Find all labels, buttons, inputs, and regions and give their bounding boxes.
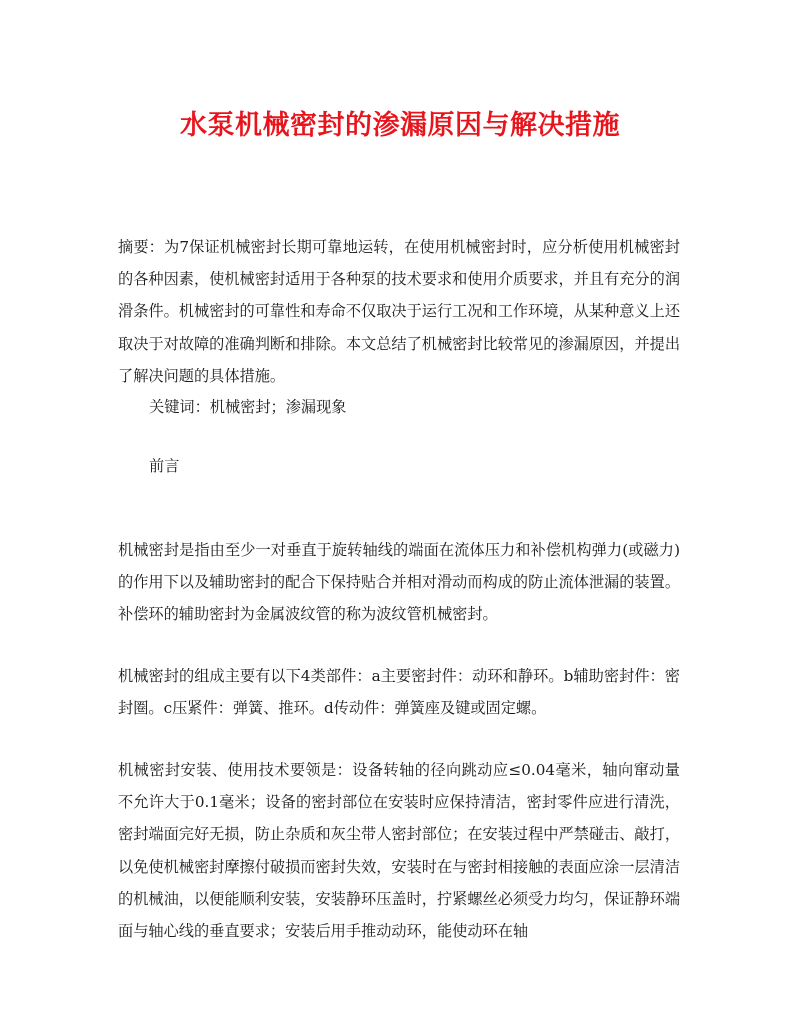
- preface-heading: 前言: [149, 457, 180, 475]
- abstract-paragraph: 摘要：为7保证机械密封长期可靠地运转，在使用机械密封时，应分析使用机械密封的各种因素，使机械密封适用于各种泵的技术要求和使用介质要求，并且有充分的润滑条件。机械密封的可靠性和寿命不仅取决于运行工况和工作环境，从某种意义上还取决于对故障的准确判断和排除。本文总结了机械密封比较常见的渗漏原因，并提出了解决问题的具体措施。: [118, 238, 680, 385]
- body-paragraph: 机械密封安装、使用技术要领是：设备转轴的径向跳动应≤0.04毫米，轴向窜动量不允许大于0.1毫米；设备的密封部位在安装时应保持清洁，密封零件应进行清洗，密封端面完好无损，防止杂质和灰尘带人密封部位；在安装过程中严禁碰击、敲打，以免使机械密封摩擦付破损而密封失效，安装时在与密封相接触的表面应涂一层清洁的机械油，以便能顺利安装，安装静环压盖时，拧紧螺丝必须受力均匀，保证静环端面与轴心线的垂直要求；安装后用手推动动环，能使动环在轴: [118, 761, 680, 941]
- document-title: 水泵机械密封的渗漏原因与解决措施: [180, 110, 620, 141]
- keywords-line: 关键词：机械密封；渗漏现象: [149, 398, 347, 416]
- body-paragraph: 机械密封是指由至少一对垂直于旋转轴线的端面在流体压力和补偿机构弹力(或磁力)的作用下以及辅助密封的配合下保持贴合并相对滑动而构成的防止流体泄漏的装置。补偿环的辅助密封为金属波纹管的称为波纹管机械密封。: [118, 541, 680, 624]
- body-paragraph: 机械密封的组成主要有以下4类部件：a主要密封件：动环和静环。b辅助密封件：密封圈。c压紧件：弹簧、推环。d传动件：弹簧座及键或固定螺。: [118, 667, 680, 718]
